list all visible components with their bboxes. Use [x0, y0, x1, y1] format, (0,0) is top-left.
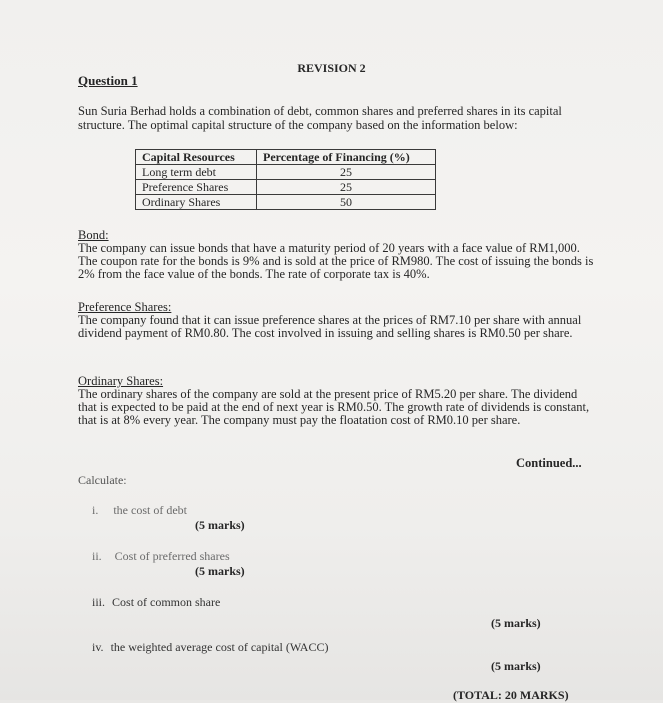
question-item: [92, 549, 230, 564]
question-item: [92, 503, 187, 518]
table-row: [136, 180, 436, 195]
item-text: Cost of preferred shares: [114, 549, 230, 563]
capital-structure-table: [135, 149, 436, 210]
total-marks: (TOTAL: 20 MARKS): [453, 688, 569, 702]
table-cell: 25: [257, 180, 436, 195]
table-cell: 50: [257, 195, 436, 210]
calculate-label: Calculate:: [78, 473, 127, 487]
question-heading: Question 1: [78, 73, 138, 88]
table-header: Capital Resources: [136, 150, 257, 165]
page-title: REVISION 2: [297, 61, 366, 75]
item-text: the cost of debt: [113, 503, 187, 517]
bond-text: The company can issue bonds that have a maturity period of 20 years with a face value of RM1,000. The coupon rate for the bonds is 9% and is sold at the price of RM980. The cost of issuing the bonds is 2% from the face value of the bonds. The rate of corporate tax is 40%.: [78, 241, 594, 281]
table-header: Percentage of Financing (%): [257, 150, 436, 165]
question-item: [92, 595, 220, 610]
item-text: Cost of common share: [112, 595, 221, 609]
item-number: ii.: [92, 549, 102, 563]
table-row: [136, 195, 436, 210]
item-marks: (5 marks): [195, 564, 245, 578]
ordinary-heading: Ordinary Shares:: [78, 374, 164, 388]
bond-section: [78, 229, 594, 281]
preference-heading: Preference Shares:: [78, 300, 172, 314]
item-marks: (5 marks): [195, 518, 245, 532]
table-cell: Preference Shares: [136, 180, 257, 195]
table-row: [136, 165, 436, 180]
ordinary-text: The ordinary shares of the company are sold at the present price of RM5.20 per share. The dividend that is expected to be paid at the end of next year is RM0.50. The growth rate of dividends is constant, that is at 8% every year. The company must pay the floatation cost of RM0.10 per share.: [78, 387, 590, 427]
question-item: [92, 640, 328, 655]
table-header-row: [136, 150, 436, 165]
preference-section: [78, 301, 594, 340]
item-number: iv.: [92, 640, 104, 654]
bond-heading: Bond:: [78, 228, 109, 242]
item-marks: (5 marks): [491, 616, 541, 630]
table-cell: Ordinary Shares: [136, 195, 257, 210]
item-text: the weighted average cost of capital (WACC): [110, 640, 329, 654]
item-marks: (5 marks): [491, 659, 541, 673]
table-cell: 25: [257, 165, 436, 180]
preference-text: The company found that it can issue preference shares at the prices of RM7.10 per share with annual dividend payment of RM0.80. The cost involved in issuing and selling shares is RM0.50 per share.: [78, 313, 582, 340]
item-number: i.: [92, 503, 99, 517]
continued-label: Continued...: [516, 456, 582, 470]
table-cell: Long term debt: [136, 165, 257, 180]
intro-paragraph: Sun Suria Berhad holds a combination of debt, common shares and preferred shares in its capital structure. The optimal capital structure of the company based on the information below:: [78, 104, 562, 132]
ordinary-section: [78, 375, 594, 427]
item-number: iii.: [92, 595, 106, 609]
